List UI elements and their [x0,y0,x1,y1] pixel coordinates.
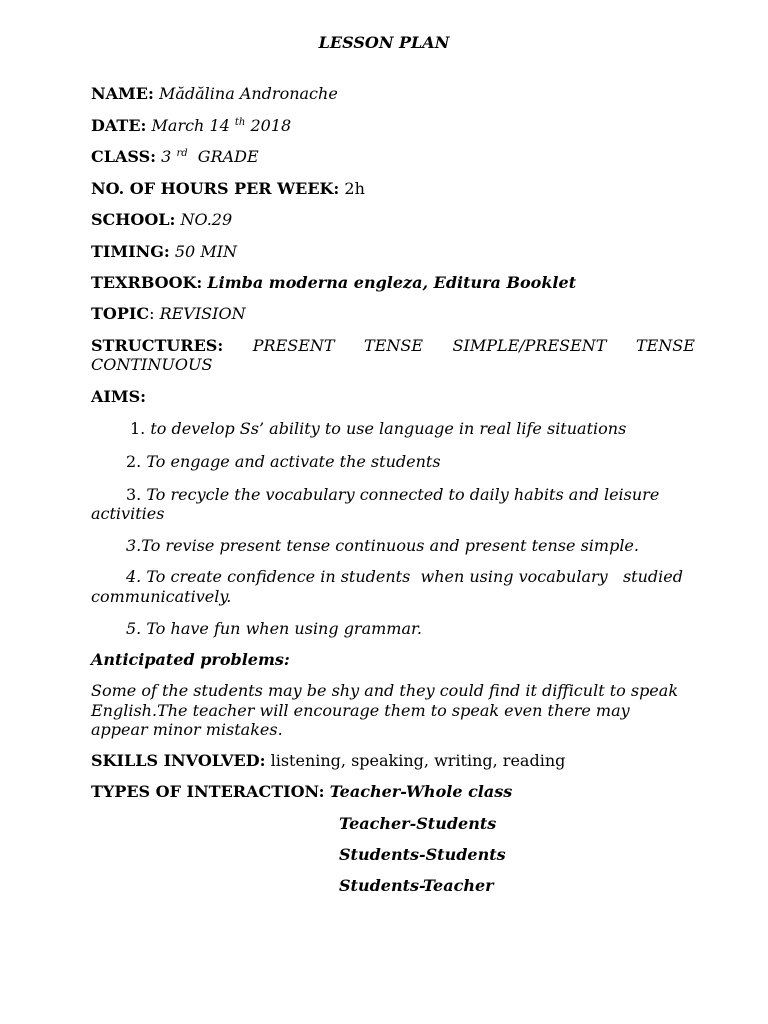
aim-item: 4. To create confidence in students when using vocabulary studied [126,567,683,586]
interaction-item: Teacher-Students [339,814,497,833]
field-textbook-label: TEXRBOOK: [91,273,203,292]
field-class-value: 3 $^{rd}$ GRADE [161,147,259,166]
aim-item: 3. To recycle the vocabulary connected to daily habits and leisure [126,485,660,504]
field-structures [91,336,695,356]
field-school-label: SCHOOL: [91,210,176,229]
field-class [91,147,695,167]
anticipated-line: Some of the students may be shy and they could find it difficult to speak [91,681,679,700]
structures-word: PRESENT [252,336,335,355]
interaction-item: Students-Students [339,845,506,864]
field-topic-label: TOPIC [91,304,150,323]
anticipated-line: appear minor mistakes. [91,720,283,739]
field-structures-label: STRUCTURES: [91,336,224,355]
field-timing-value: 50 MIN [174,242,238,261]
field-hours [91,179,695,199]
field-date-value: March 14 $^{th}$ 2018 [151,116,292,135]
field-textbook [91,273,695,293]
field-date-label: DATE: [91,116,147,135]
field-skills [91,751,695,771]
aim-item: 3.To revise present tense continuous and present tense simple. [126,536,639,555]
interaction-item: Teacher-Whole class [329,782,513,801]
field-school-value: NO.29 [180,210,233,229]
aim-item-continuation: communicatively. [91,587,232,606]
aims-heading: AIMS: [91,387,147,406]
field-name-label: NAME: [91,84,154,103]
structures-word: TENSE [364,336,424,355]
aim-item-continuation: activities [91,504,165,523]
field-class-label: CLASS: [91,147,157,166]
anticipated-line: English.The teacher will encourage them to speak even there may [91,701,630,720]
aim-item: 5. To have fun when using grammar. [126,619,422,638]
field-interaction-label: TYPES OF INTERACTION: [91,782,325,801]
field-interaction [91,782,695,802]
field-topic: TOPIC: REVISION [91,304,246,323]
field-hours-label: NO. OF HOURS PER WEEK: [91,179,340,198]
field-school [91,210,695,230]
field-textbook-value: Limba moderna engleza, Editura Booklet [207,273,577,292]
field-hours-value: 2h [344,179,365,198]
field-timing-label: TIMING: [91,242,170,261]
anticipated-heading: Anticipated problems: [91,650,290,669]
aim-item: 1. to develop Ss’ ability to use language in real life situations [130,419,627,438]
field-name [91,84,695,104]
field-name-value: Mădălina Andronache [158,84,338,103]
field-topic-value: REVISION [159,304,246,323]
structures-word: SIMPLE/PRESENT [452,336,607,355]
structures-continuation: CONTINUOUS [91,355,213,374]
document-title: LESSON PLAN [318,33,450,52]
field-timing [91,242,695,262]
structures-word: TENSE [635,336,695,355]
field-skills-value: listening, speaking, writing, reading [270,751,566,770]
field-skills-label: SKILLS INVOLVED: [91,751,266,770]
aim-item: 2. To engage and activate the students [126,452,441,471]
interaction-item: Students-Teacher [339,876,494,895]
field-date [91,116,695,136]
